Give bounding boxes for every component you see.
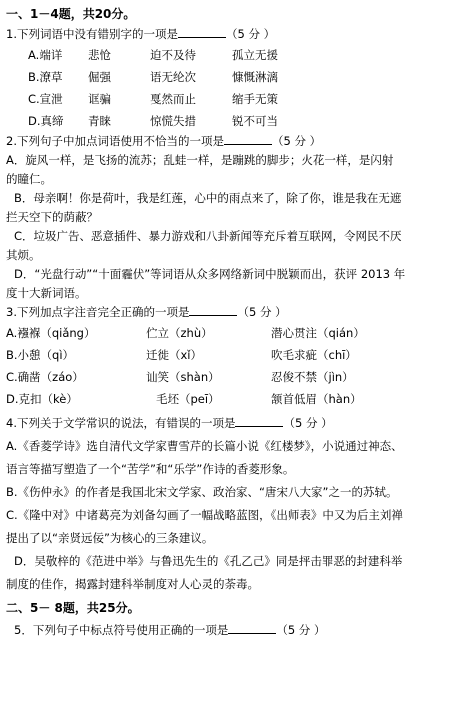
option-term: 孤立无援 bbox=[232, 48, 278, 62]
q3-option-c bbox=[6, 366, 448, 388]
option-term: 青睐 bbox=[88, 114, 111, 128]
answer-blank[interactable] bbox=[178, 26, 226, 38]
section-1-heading: 一、1－4题，共20分。 bbox=[6, 7, 136, 21]
option-term: 戛然而止 bbox=[150, 92, 196, 106]
q4-option-b-line1: B.《伤仲永》的作者是我国北宋文学家、政治家、“唐宋八大家”之一的苏轼。 bbox=[6, 485, 398, 499]
q4-option-c-line2: 提出了以“亲贤远佞”为核心的三条建议。 bbox=[6, 531, 214, 545]
q2-option-b-line1: B．母亲啊！你是荷叶，我是红莲，心中的雨点来了，除了你，谁是我在无遮 bbox=[14, 191, 402, 205]
option-term: 慷慨淋漓 bbox=[232, 70, 278, 84]
q1-stem-text: 1.下列词语中没有错别字的一项是 bbox=[6, 27, 178, 41]
q1-score: （5 分 ） bbox=[225, 27, 276, 41]
q3-score: （5 分 ） bbox=[237, 305, 287, 319]
q2-option-a-line2: 的瞳仁。 bbox=[6, 172, 52, 186]
option-term: 语无纶次 bbox=[150, 70, 196, 84]
q4-option-d-line2: 制度的佳作，揭露封建科举制度对人心灵的荼毒。 bbox=[6, 577, 259, 591]
option-term: 锐不可当 bbox=[232, 114, 278, 128]
q1-option-a bbox=[6, 44, 448, 66]
q4-score: （5 分 ） bbox=[283, 416, 333, 430]
q1-option-d bbox=[6, 110, 448, 132]
option-item: 吹毛求疵（chī） bbox=[271, 348, 357, 362]
option-item: A.襁褓（qiǎng） bbox=[6, 326, 96, 340]
q2-option-c-line2: 其烦。 bbox=[6, 248, 41, 262]
q2-option-b-line2: 拦天空下的荫蔽？ bbox=[6, 210, 98, 224]
question-2 bbox=[6, 132, 448, 303]
answer-blank[interactable] bbox=[235, 415, 283, 427]
option-item: 讪笑（shàn） bbox=[146, 370, 220, 384]
q5-stem bbox=[6, 621, 448, 640]
option-term: B.潦草 bbox=[28, 70, 63, 84]
option-term: 迫不及待 bbox=[150, 48, 196, 62]
option-item: B.小憩（qì） bbox=[6, 348, 75, 362]
q3-option-d bbox=[6, 388, 448, 410]
q4-option-c-line1: C.《隆中对》中诸葛亮为刘备勾画了一幅战略蓝图，《出师表》中又为后主刘禅 bbox=[6, 508, 403, 522]
q3-option-b bbox=[6, 344, 448, 366]
option-item: 迁徙（xǐ） bbox=[146, 348, 203, 362]
q1-option-b bbox=[6, 66, 448, 88]
q2-option-d-line2: 度十大新词语。 bbox=[6, 286, 87, 300]
answer-blank[interactable] bbox=[224, 133, 272, 145]
section-2-heading: 二、5－ 8题，共25分。 bbox=[6, 601, 140, 615]
option-term: D.真缔 bbox=[28, 114, 64, 128]
question-1 bbox=[6, 25, 448, 132]
option-item: 潜心贯注（qián） bbox=[271, 326, 365, 340]
q4-stem bbox=[6, 414, 448, 433]
q4-stem-text: 4.下列关于文学常识的说法，有错误的一项是 bbox=[6, 416, 236, 430]
q2-stem bbox=[6, 132, 448, 151]
option-item: 伫立（zhù） bbox=[146, 326, 213, 340]
q3-option-a bbox=[6, 322, 448, 344]
option-term: 倔强 bbox=[88, 70, 111, 84]
q3-stem-text: 3.下列加点字注音完全正确的一项是 bbox=[6, 305, 190, 319]
q2-score: （5 分 ） bbox=[271, 134, 322, 148]
option-term: 诓骗 bbox=[88, 92, 111, 106]
option-term: 缩手无策 bbox=[232, 92, 278, 106]
q1-stem bbox=[6, 25, 448, 44]
option-item: C.确凿（záo） bbox=[6, 370, 84, 384]
option-term: 惊慌失措 bbox=[150, 114, 196, 128]
answer-blank[interactable] bbox=[228, 622, 276, 634]
q2-option-d-line1: D．“光盘行动”“十面霾伏”等词语从众多网络新词中脱颖而出，获评 2013 年 bbox=[14, 267, 406, 281]
q4-option-a-line1: A.《香菱学诗》选自清代文学家曹雪芹的长篇小说《红楼梦》，小说通过神态、 bbox=[6, 439, 403, 453]
answer-blank[interactable] bbox=[189, 304, 237, 316]
q3-stem bbox=[6, 303, 448, 322]
q4-option-d-line1: D．吴敬梓的《范进中举》与鲁迅先生的《孔乙己》同是抨击罪恶的封建科举 bbox=[14, 554, 403, 568]
q5-stem-text: 5．下列句子中标点符号使用正确的一项是 bbox=[14, 623, 229, 637]
question-3 bbox=[6, 303, 448, 410]
option-item: 毛坯（peī） bbox=[156, 392, 220, 406]
option-term: 悲怆 bbox=[88, 48, 111, 62]
option-item: 忍俊不禁（jìn） bbox=[271, 370, 354, 384]
option-item: 颔首低眉（hàn） bbox=[271, 392, 362, 406]
q4-option-a-line2: 语言等描写塑造了一个“苦学”和“乐学”作诗的香菱形象。 bbox=[6, 462, 295, 476]
q2-option-a-line1: A．旋风一样，是飞扬的流苏；乱蛙一样，是蹦跳的脚步；火花一样，是闪射 bbox=[6, 153, 394, 167]
question-4 bbox=[6, 414, 448, 594]
option-item: D.克扣（kè） bbox=[6, 392, 78, 406]
q1-option-c bbox=[6, 88, 448, 110]
q2-stem-text: 2.下列句子中加点词语使用不恰当的一项是 bbox=[6, 134, 224, 148]
option-term: C.宣泄 bbox=[28, 92, 63, 106]
option-term: A.端详 bbox=[28, 48, 63, 62]
q2-option-c-line1: C．垃圾广告、恶意插件、暴力游戏和八卦新闻等充斥着互联网，令网民不厌 bbox=[14, 229, 402, 243]
q5-score: （5 分 ） bbox=[276, 623, 326, 637]
